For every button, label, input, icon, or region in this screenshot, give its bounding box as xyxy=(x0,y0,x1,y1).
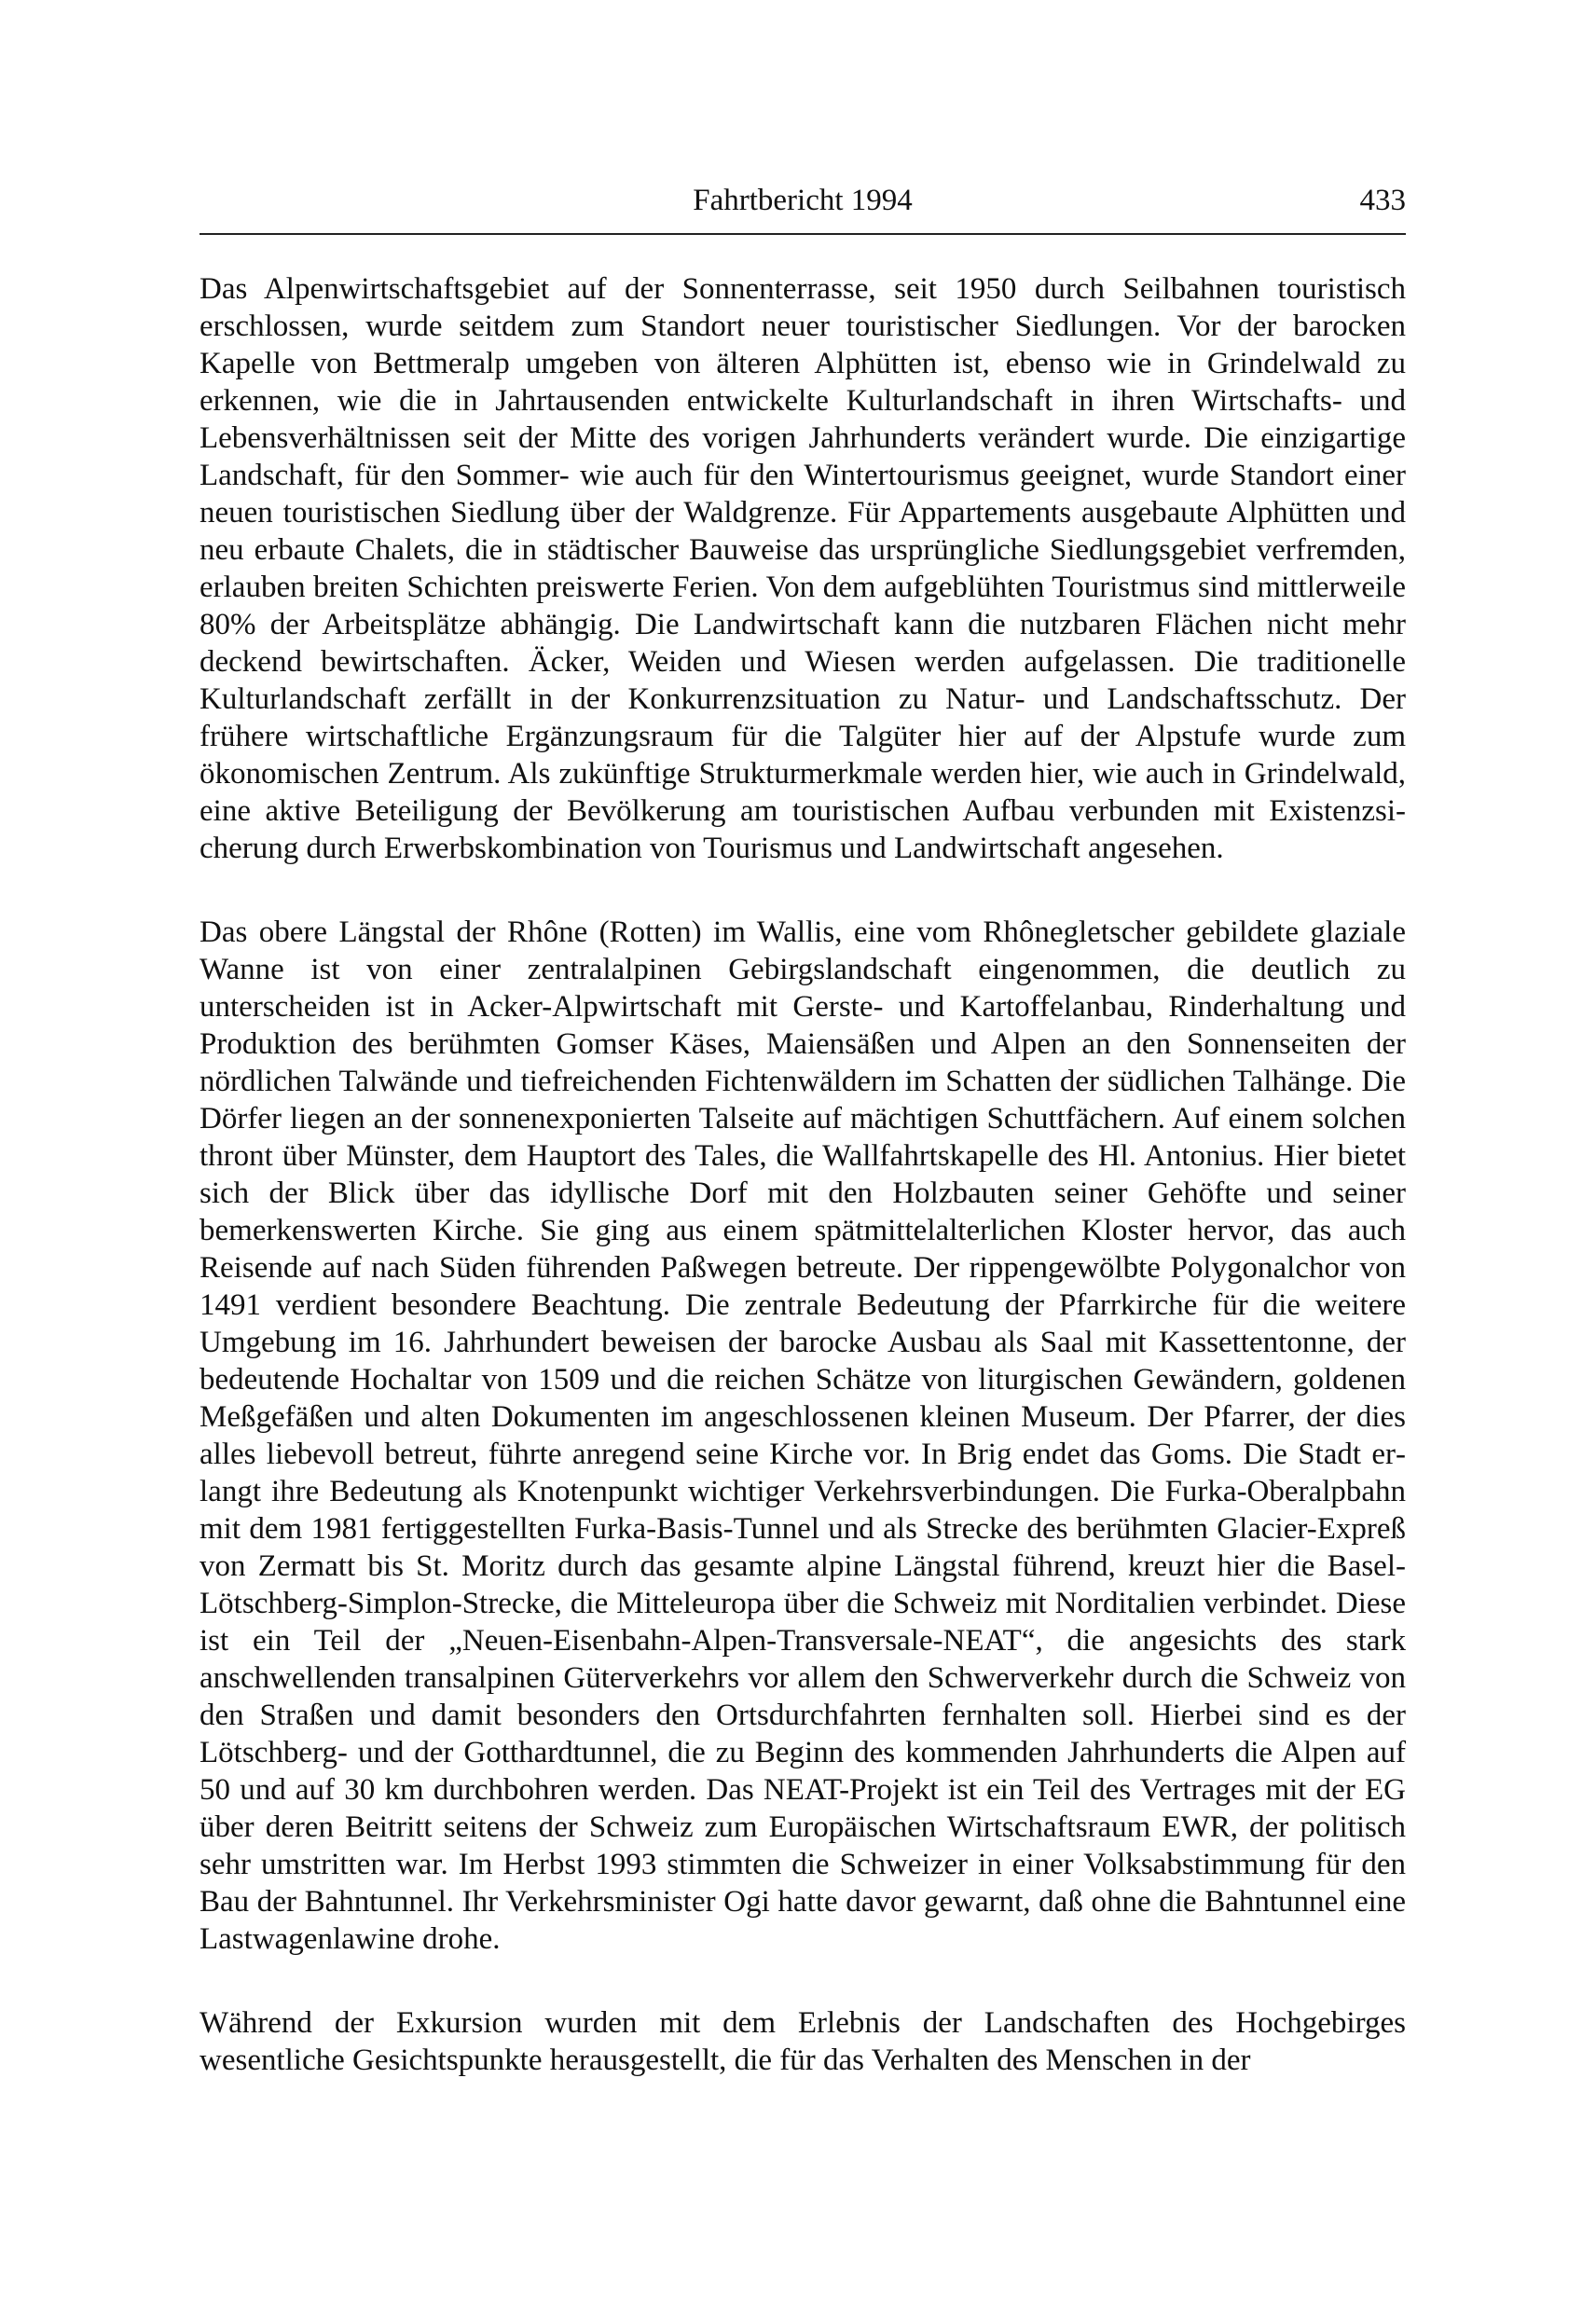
page-number: 433 xyxy=(1359,184,1406,217)
paragraph-excursion: Während der Exkursion wurden mit dem Erlebnis der Landschaften des Hochgebirges wesentliche Gesichtspunkte herausgestellt, die für das Verhalten des Menschen in der xyxy=(200,2006,1406,2077)
paragraph-bettmeralp: Das Alpenwirtschaftsgebiet auf der Sonnenterrasse, seit 1950 durch Seilbahnen touristisch erschlossen, wurde seitdem zum Standort neuer touristischer Siedlungen. Vor der barocken Kapelle von Bettmeralp umgeben von älteren Alphütten ist, ebenso wie in Grindelwald zu erkennen, wie die in Jahrtausenden entwickelte Kulturlandschaft in ihren Wirtschafts- und Lebensverhältnissen seit der Mitte des vorigen Jahrhunderts verändert wurde. Die einzigartige Landschaft, für den Sommer- wie auch für den Wintertourismus geeignet, wurde Standort einer neuen touristischen Siedlung über der Waldgrenze. Für Appartements ausgebaute Alphütten und neu erbaute Chalets, die in städtischer Bauweise das ursprüngliche Siedlungsgebiet verfremden, erlauben breiten Schichten preiswerte Ferien. Von dem aufgeblühten Touristmus sind mittlerweile 80% der Arbeitsplätze abhängig. Die Landwirtschaft kann die nutzbaren Flächen nicht mehr deckend bewirtschaften. Äcker, Weiden und Wiesen werden aufgelassen. Die traditionelle Kulturlandschaft zerfällt in der Konkurrenzsituation zu Natur- und Landschaftsschutz. Der frühere wirtschaftliche Ergänzungsraum für die Talgüter hier auf der Alpstufe wurde zum ökonomischen Zentrum. Als zukünftige Strukturmerkmale werden hier, wie auch in Grindelwald, eine aktive Beteiligung der Bevölkerung am touristischen Aufbau verbunden mit Existenzsicherung durch Erwerbskombination von Tourismus und Landwirtschaft angesehen. xyxy=(200,272,1406,865)
running-header xyxy=(200,179,1406,222)
running-header-title: Fahrtbericht 1994 xyxy=(693,184,913,217)
header-rule xyxy=(200,233,1406,235)
body-text xyxy=(200,270,1406,2079)
paragraph-goms-rhone-valley: Das obere Längstal der Rhône (Rotten) im Wallis, eine vom Rhônegletscher gebildete glaziale Wanne ist von einer zentralalpinen Gebirgslandschaft eingenommen, die deutlich zu unterscheiden ist in Acker-Alpwirtschaft mit Gerste- und Kartoffelanbau, Rinderhaltung und Produktion des berühmten Gomser Käses, Maiensäßen und Alpen an den Sonnenseiten der nördlichen Talwände und tiefreichenden Fichtenwäldern im Schatten der südlichen Talhänge. Die Dörfer liegen an der sonnenexponierten Talseite auf mächtigen Schuttfächern. Auf einem solchen thront über Münster, dem Hauptort des Tales, die Wallfahrtskapelle des Hl. Antonius. Hier bietet sich der Blick über das idyllische Dorf mit den Holzbauten seiner Gehöfte und seiner bemerkenswerten Kirche. Sie ging aus einem spätmittelalterlichen Kloster hervor, das auch Reisende auf nach Süden führenden Paßwegen betreute. Der rippengewölbte Polygonalchor von 1491 verdient besondere Beachtung. Die zentrale Bedeutung der Pfarrkirche für die weitere Umgebung im 16. Jahrhundert beweisen der barocke Ausbau als Saal mit Kassettentonne, der bedeutende Hochaltar von 1509 und die reichen Schätze von liturgischen Gewändern, goldenen Meßgefäßen und alten Dokumenten im angeschlossenen kleinen Museum. Der Pfarrer, der dies alles liebevoll betreut, führte anregend seine Kirche vor. In Brig endet das Goms. Die Stadt erlangt ihre Bedeutung als Knotenpunkt wichtiger Verkehrsverbindungen. Die Furka-Oberalpbahn mit dem 1981 fertiggestellten Furka-Basis-Tunnel und als Strecke des berühmten Glacier-Expreß von Zermatt bis St. Moritz durch das gesamte alpine Längstal führend, kreuzt hier die Basel-Lötschberg-Simplon-Strecke, die Mitteleuropa über die Schweiz mit Norditalien verbindet. Diese ist ein Teil der „Neuen-Eisenbahn-Alpen-Transversale-NEAT“, die angesichts des stark anschwellenden transalpinen Güterverkehrs vor allem den Schwerverkehr durch die Schweiz von den Straßen und damit besonders den Ortsdurchfahrten fernhalten soll. Hierbei sind es der Lötschberg- und der Gotthardtunnel, die zu Beginn des kommenden Jahrhunderts die Alpen auf 50 und auf 30 km durchbohren werden. Das NEAT-Projekt ist ein Teil des Vertrages mit der EG über deren Beitritt seitens der Schweiz zum Europäischen Wirtschaftsraum EWR, der politisch sehr umstritten war. Im Herbst 1993 stimmten die Schweizer in einer Volksabstimmung für den Bau der Bahntunnel. Ihr Verkehrsminister Ogi hatte davor gewarnt, daß ohne die Bahntunnel eine Lastwagenlawine drohe. xyxy=(200,915,1406,1956)
